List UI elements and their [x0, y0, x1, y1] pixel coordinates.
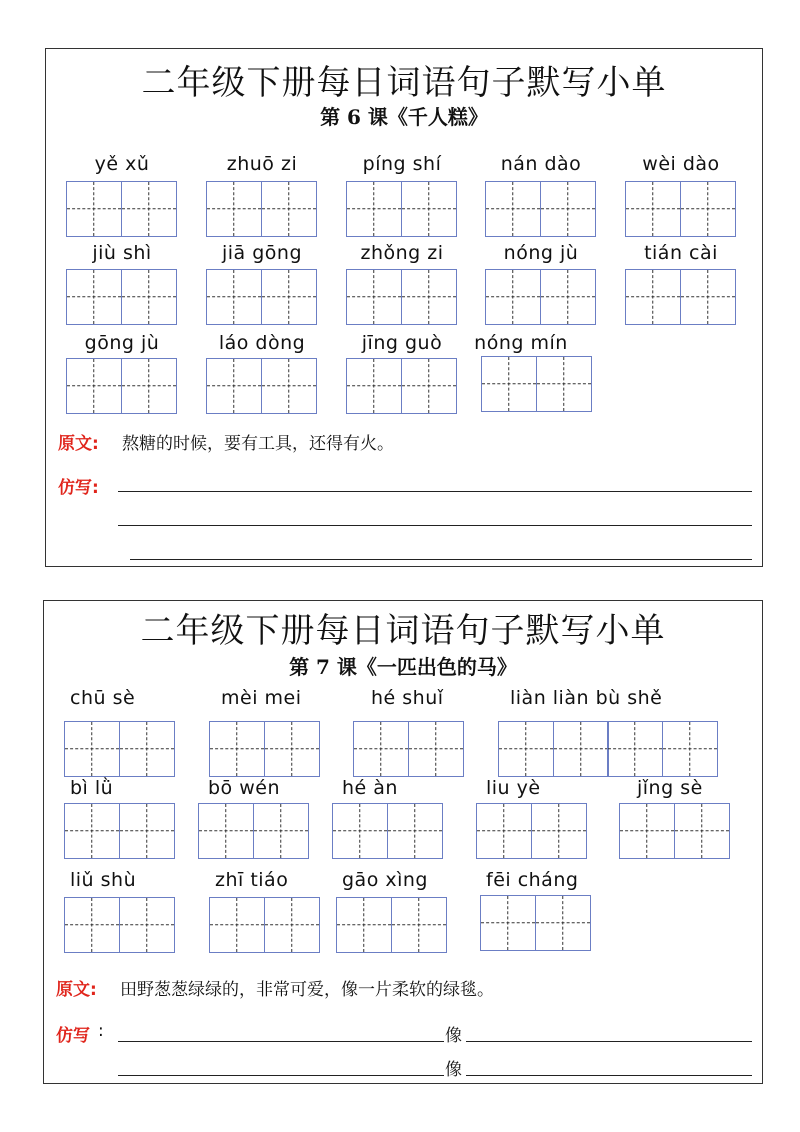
writing-cell[interactable] [206, 181, 262, 237]
writing-cell[interactable] [535, 895, 591, 951]
writing-boxes[interactable] [336, 897, 445, 953]
imitate-line-2a[interactable] [118, 1075, 444, 1076]
writing-cell[interactable] [387, 803, 443, 859]
writing-boxes[interactable] [64, 721, 173, 777]
imitate-line-1b[interactable] [466, 1041, 752, 1042]
writing-cell[interactable] [619, 803, 675, 859]
pinyin-label: wèi dào [642, 153, 720, 175]
writing-boxes[interactable] [346, 358, 455, 414]
imitate-line-2[interactable] [118, 525, 752, 526]
pinyin-label: chū sè [70, 687, 136, 709]
pinyin-label: zhuō zi [226, 153, 298, 175]
pinyin-label: yě xǔ [94, 153, 150, 175]
pinyin-label: hé shuǐ [371, 687, 444, 709]
xiang-char-1: 像 [445, 1026, 462, 1046]
writing-cell[interactable] [209, 721, 265, 777]
writing-boxes[interactable] [625, 269, 734, 325]
writing-boxes[interactable] [485, 181, 594, 237]
writing-cell[interactable] [119, 803, 175, 859]
writing-cell[interactable] [391, 897, 447, 953]
writing-cell[interactable] [66, 181, 122, 237]
pinyin-label: gōng jù [84, 332, 160, 354]
imitate-label: 仿写: [58, 478, 99, 498]
pinyin-label: láo dòng [218, 332, 306, 354]
writing-boxes[interactable] [481, 356, 590, 412]
writing-cell[interactable] [119, 721, 175, 777]
pinyin-label: fēi cháng [486, 869, 579, 891]
pinyin-label: nóng mín [474, 332, 568, 354]
pinyin-label: nóng jù [503, 242, 579, 264]
writing-cell[interactable] [346, 181, 402, 237]
writing-cell[interactable] [336, 897, 392, 953]
writing-cell[interactable] [540, 269, 596, 325]
writing-boxes[interactable] [485, 269, 594, 325]
pinyin-label: bō wén [208, 777, 280, 799]
writing-cell[interactable] [198, 803, 254, 859]
sheet-subtitle: 第 6 课《千人糕》 [320, 105, 488, 129]
writing-cell[interactable] [264, 721, 320, 777]
pinyin-label: jīng guò [361, 332, 443, 354]
writing-boxes[interactable] [346, 181, 455, 237]
writing-cell[interactable] [264, 897, 320, 953]
writing-cell[interactable] [607, 721, 663, 777]
writing-boxes[interactable] [353, 721, 462, 777]
writing-boxes[interactable] [206, 181, 315, 237]
pinyin-label: jǐng sè [637, 777, 703, 799]
pinyin-label: mèi mei [221, 687, 302, 709]
writing-cell[interactable] [206, 358, 262, 414]
writing-boxes[interactable] [498, 721, 716, 777]
writing-cell[interactable] [353, 721, 409, 777]
writing-cell[interactable] [553, 721, 609, 777]
writing-cell[interactable] [485, 181, 541, 237]
writing-cell[interactable] [64, 721, 120, 777]
pinyin-label: liu yè [486, 777, 541, 799]
writing-boxes[interactable] [64, 897, 173, 953]
writing-cell[interactable] [625, 181, 681, 237]
writing-cell[interactable] [346, 358, 402, 414]
writing-boxes[interactable] [619, 803, 728, 859]
writing-cell[interactable] [480, 895, 536, 951]
writing-boxes[interactable] [66, 181, 175, 237]
imitate-line-3[interactable] [130, 559, 752, 560]
writing-boxes[interactable] [332, 803, 441, 859]
imitate-line-1a[interactable] [118, 1041, 444, 1042]
writing-boxes[interactable] [346, 269, 455, 325]
writing-cell[interactable] [121, 358, 177, 414]
writing-boxes[interactable] [476, 803, 585, 859]
original-label: 原文: [56, 980, 97, 1000]
writing-boxes[interactable] [198, 803, 307, 859]
pinyin-label: liǔ shù [70, 869, 137, 891]
writing-cell[interactable] [66, 358, 122, 414]
writing-cell[interactable] [680, 269, 736, 325]
writing-boxes[interactable] [206, 358, 315, 414]
writing-cell[interactable] [121, 181, 177, 237]
writing-boxes[interactable] [66, 269, 175, 325]
imitate-line-2b[interactable] [466, 1075, 752, 1076]
pinyin-label: zhī tiáo [215, 869, 289, 891]
pinyin-label: gāo xìng [342, 869, 428, 891]
writing-boxes[interactable] [480, 895, 589, 951]
writing-cell[interactable] [536, 356, 592, 412]
writing-cell[interactable] [498, 721, 554, 777]
pinyin-label: píng shí [362, 153, 442, 175]
writing-cell[interactable] [540, 181, 596, 237]
pinyin-label: liàn liàn bù shě [510, 687, 663, 709]
original-sentence: 田野葱葱绿绿的，非常可爱，像一片柔软的绿毯。 [120, 980, 494, 1000]
pinyin-label: zhǒng zi [360, 242, 444, 264]
original-sentence: 熬糖的时候，要有工具，还得有火。 [122, 434, 394, 454]
writing-cell[interactable] [119, 897, 175, 953]
imitate-colon: : [98, 1021, 104, 1041]
writing-cell[interactable] [346, 269, 402, 325]
writing-cell[interactable] [485, 269, 541, 325]
pinyin-label: jiù shì [92, 242, 152, 264]
writing-cell[interactable] [680, 181, 736, 237]
writing-boxes[interactable] [625, 181, 734, 237]
writing-boxes[interactable] [66, 358, 175, 414]
writing-cell[interactable] [253, 803, 309, 859]
pinyin-label: hé àn [342, 777, 398, 799]
writing-cell[interactable] [121, 269, 177, 325]
writing-cell[interactable] [66, 269, 122, 325]
sheet-title: 二年级下册每日词语句子默写小单 [141, 63, 667, 103]
worksheet-lesson-6 [45, 48, 763, 567]
sheet-subtitle: 第 7 课《一匹出色的马》 [289, 655, 517, 679]
writing-cell[interactable] [401, 181, 457, 237]
writing-cell[interactable] [64, 803, 120, 859]
writing-cell[interactable] [408, 721, 464, 777]
xiang-char-2: 像 [445, 1060, 462, 1080]
writing-cell[interactable] [662, 721, 718, 777]
writing-cell[interactable] [625, 269, 681, 325]
writing-cell[interactable] [401, 269, 457, 325]
writing-cell[interactable] [64, 897, 120, 953]
pinyin-label: jiā gōng [221, 242, 303, 264]
imitate-label: 仿写 [56, 1026, 90, 1046]
pinyin-label: nán dào [500, 153, 582, 175]
pinyin-label: tián cài [644, 242, 718, 264]
writing-boxes[interactable] [209, 897, 318, 953]
worksheet-lesson-7 [43, 600, 763, 1084]
writing-boxes[interactable] [206, 269, 315, 325]
sheet-title: 二年级下册每日词语句子默写小单 [140, 611, 666, 651]
writing-cell[interactable] [209, 897, 265, 953]
writing-cell[interactable] [261, 358, 317, 414]
writing-cell[interactable] [401, 358, 457, 414]
pinyin-label: bì lǜ [70, 777, 114, 799]
writing-cell[interactable] [261, 269, 317, 325]
original-label: 原文: [58, 434, 99, 454]
writing-cell[interactable] [476, 803, 532, 859]
writing-cell[interactable] [481, 356, 537, 412]
writing-cell[interactable] [261, 181, 317, 237]
writing-cell[interactable] [674, 803, 730, 859]
writing-cell[interactable] [531, 803, 587, 859]
writing-boxes[interactable] [64, 803, 173, 859]
writing-boxes[interactable] [209, 721, 318, 777]
writing-cell[interactable] [206, 269, 262, 325]
writing-cell[interactable] [332, 803, 388, 859]
imitate-line-1[interactable] [118, 491, 752, 492]
